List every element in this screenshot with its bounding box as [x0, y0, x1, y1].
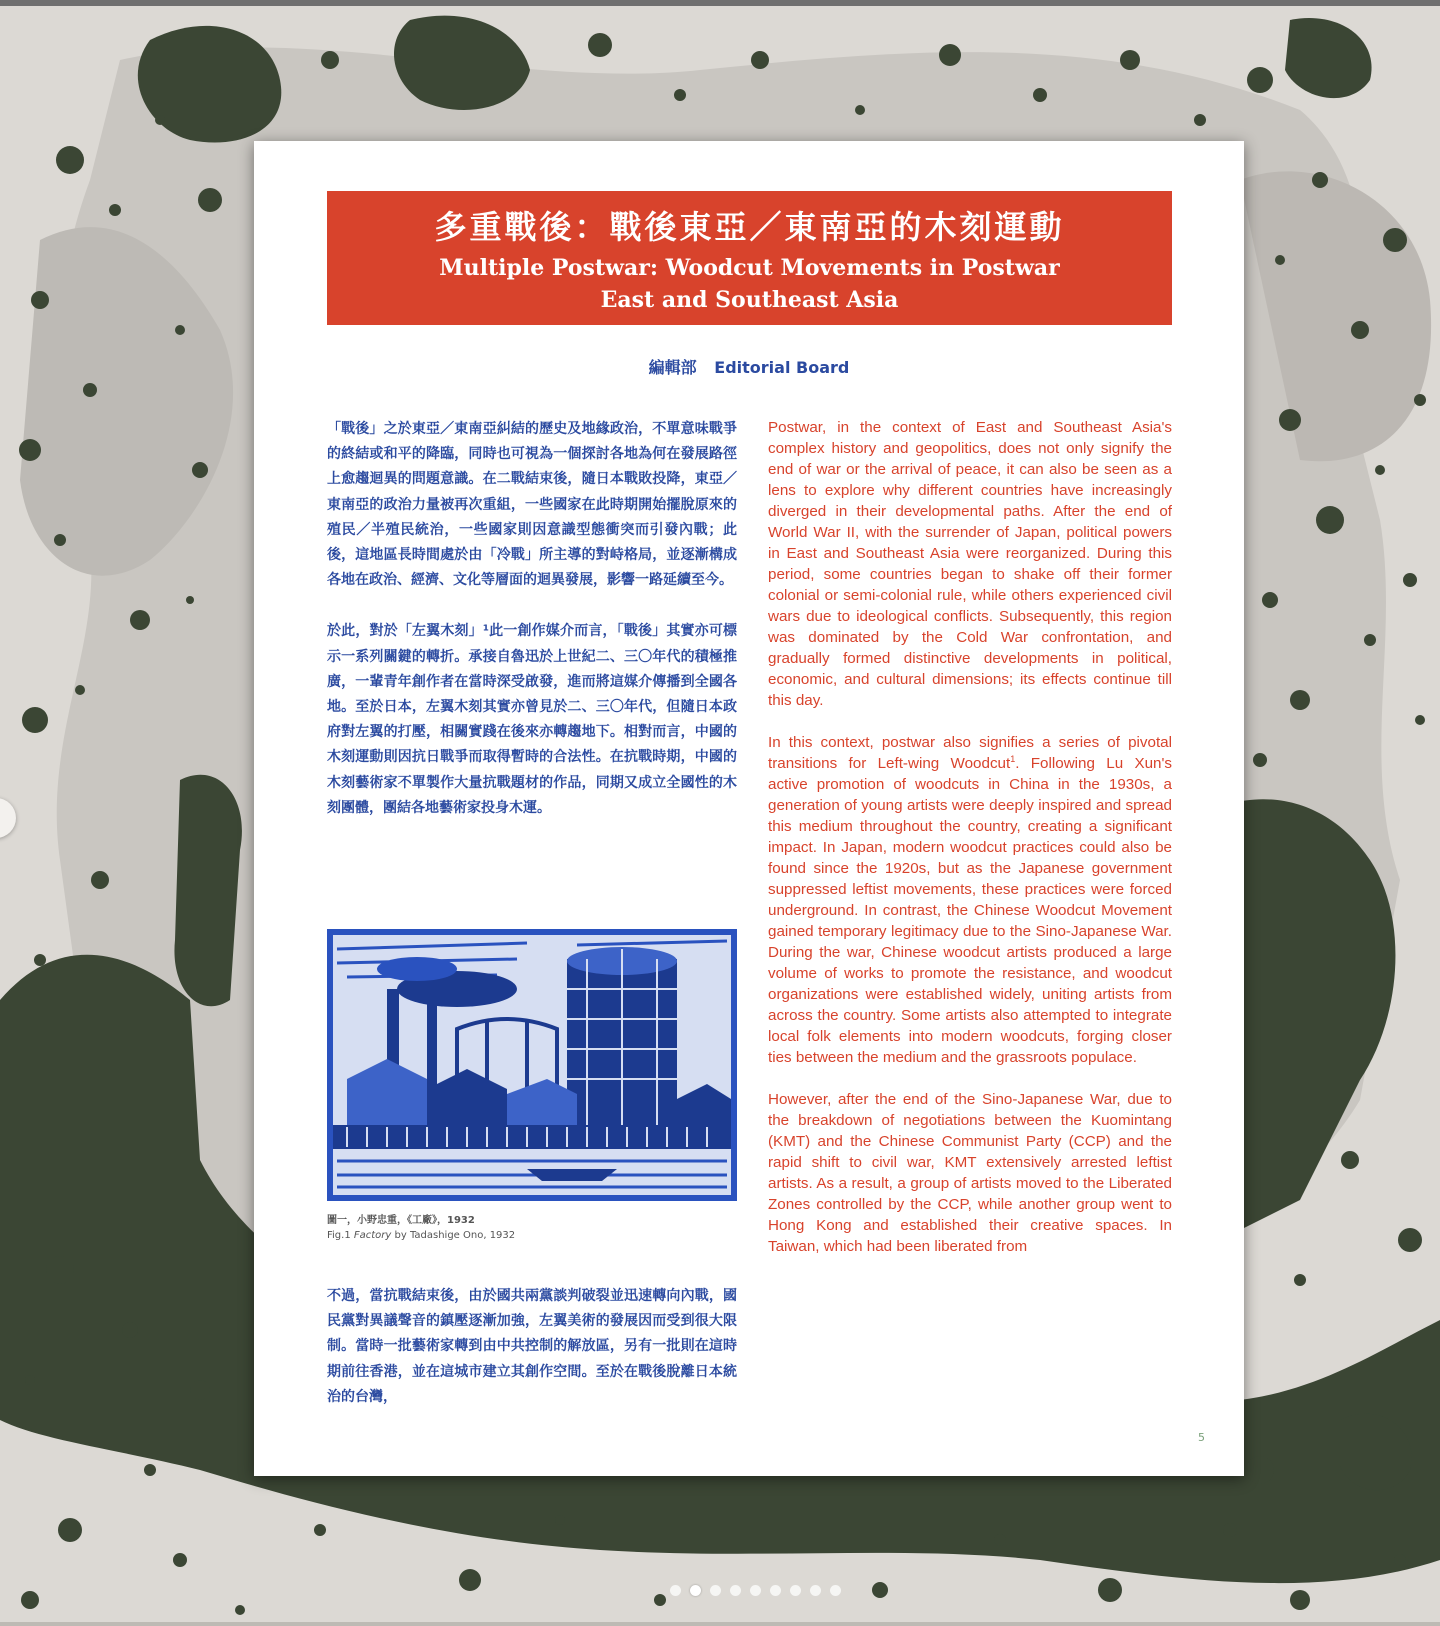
bottom-edge-bar — [0, 1622, 1440, 1626]
woodcut-factory-image — [327, 929, 737, 1201]
carousel-dot-1[interactable] — [670, 1585, 681, 1596]
carousel-dot-8[interactable] — [810, 1585, 821, 1596]
footnote-marker: 1 — [1010, 753, 1016, 764]
carousel-dot-9[interactable] — [830, 1585, 841, 1596]
english-text-column — [768, 417, 1172, 1278]
top-edge-bar — [0, 0, 1440, 6]
author-chinese: 編輯部 — [648, 358, 697, 377]
title-banner — [327, 191, 1172, 325]
figure-caption-english — [327, 1228, 737, 1243]
figure-caption — [327, 1213, 737, 1243]
chinese-paragraph-2: 於此，對於「左翼木刻」¹此一創作媒介而言，「戰後」其實亦可標示一系列關鍵的轉折。承接自魯迅於上世紀二、三〇年代的積極推廣，一輩青年創作者在當時深受啟發，進而將這媒介傳播到全國各地。至於日本，左翼木刻其實亦曾見於二、三〇年代，但隨日本政府對左翼的打壓，相關實踐在後來亦轉趨地下。相對而言，中國的木刻運動則因抗日戰爭而取得暫時的合法性。在抗戰時期，中國的木刻藝術家不單製作大量抗戰題材的作品，同期又成立全國性的木刻團體，團結各地藝術家投身木運。 — [327, 623, 737, 816]
title-english-line1: Multiple Postwar: Woodcut Movements in Postwar — [439, 255, 1060, 281]
caption-prefix: Fig.1 — [327, 1230, 354, 1241]
carousel-dot-3[interactable] — [710, 1585, 721, 1596]
carousel-dot-6[interactable] — [770, 1585, 781, 1596]
chinese-text-column — [327, 417, 737, 821]
carousel-dot-7[interactable] — [790, 1585, 801, 1596]
english-paragraph-2 — [768, 732, 1172, 1068]
english-paragraph-2-rest: . Following Lu Xun's active promotion of woodcuts in China in the 1930s, a generation of young artists were deeply inspired and spread this medium throughout the country, creating a significant impact. In Japan, modern woodcut practices could also be found since the 1920s, but as the Japanese government suppressed leftist movements, these practices were forced underground. In contrast, the Chinese Woodcut Movement gained temporary legitimacy due to the Sino-Japanese War. During the war, Chinese woodcut artists produced a large volume of works to promote the resistance, and woodcut organizations were established widely, uniting artists from across the country. Some artists also attempted to integrate local folk elements into modern woodcuts, forging closer ties between the medium and the grassroots populace. — [768, 755, 1172, 1066]
page-number: 5 — [1198, 1431, 1205, 1444]
figure-caption-chinese: 圖一，小野忠重，《工廠》，1932 — [327, 1215, 475, 1226]
english-paragraph-1: Postwar, in the context of East and Southeast Asia's complex history and geopolitics, does not only signify the end of war or the arrival of peace, it can also be seen as a lens to explore why different countries have increasingly diverged in their developmental paths. After the end of World War II, with the surrender of Japan, political powers in East and Southeast Asia were reorganized. During this period, some countries began to shake off their former colonial or semi-colonial rule, while others experienced civil wars due to ideological conflicts. Subsequently, this region was dominated by the Cold War confrontation, and gradually formed distinctive developments in political, economic, and cultural dimensions; its effects continue till this day. — [768, 419, 1172, 709]
caption-artwork-title: Factory — [353, 1230, 392, 1241]
caption-suffix: by Tadashige Ono, 1932 — [391, 1230, 516, 1241]
chinese-text-column-bottom — [327, 1284, 737, 1410]
carousel-dot-2[interactable] — [690, 1585, 701, 1596]
carousel-dot-5[interactable] — [750, 1585, 761, 1596]
author-byline — [254, 355, 1244, 378]
chinese-paragraph-3: 不過，當抗戰結束後，由於國共兩黨談判破裂並迅速轉向內戰，國民黨對異議聲音的鎮壓逐漸加強，左翼美術的發展因而受到很大限制。當時一批藝術家轉到由中共控制的解放區，另有一批則在這時期前往香港，並在這城市建立其創作空間。至於在戰後脫離日本統治的台灣， — [327, 1288, 737, 1405]
title-english-line2: East and Southeast Asia — [600, 287, 899, 313]
title-chinese: 多重戰後：戰後東亞／東南亞的木刻運動 — [434, 208, 1065, 246]
chinese-paragraph-1: 「戰後」之於東亞／東南亞糾結的歷史及地緣政治，不單意味戰爭的終結或和平的降臨，同時也可視為一個探討各地為何在發展路徑上愈趨迴異的問題意識。在二戰結束後，隨日本戰敗投降，東亞／東南亞的政治力量被再次重組，一些國家在此時期開始擺脫原來的殖民／半殖民統治，一些國家則因意識型態衝突而引發內戰；此後，這地區長時間處於由「冷戰」所主導的對峙格局，並逐漸構成各地在政治、經濟、文化等層面的迴異發展，影響一路延續至今。 — [327, 421, 737, 589]
author-english: Editorial Board — [714, 358, 850, 377]
english-paragraph-3: However, after the end of the Sino-Japanese War, due to the breakdown of negotiations between the Kuomintang (KMT) and the Chinese Communist Party (CCP) and the rapid shift to civil war, KMT extensively arrested leftist artists. As a result, a group of artists moved to the Liberated Zones controlled by the CCP, while another group went to Hong Kong and established their creative spaces. In Taiwan, which had been liberated from — [768, 1091, 1172, 1255]
english-paragraph-2-start: In this context, postwar also signifies a series of pivotal transitions for Left-wing Woodcut — [768, 734, 1172, 772]
carousel-dot-4[interactable] — [730, 1585, 741, 1596]
carousel-pagination — [670, 1584, 841, 1596]
article-page — [254, 141, 1244, 1476]
title-english — [327, 252, 1172, 316]
